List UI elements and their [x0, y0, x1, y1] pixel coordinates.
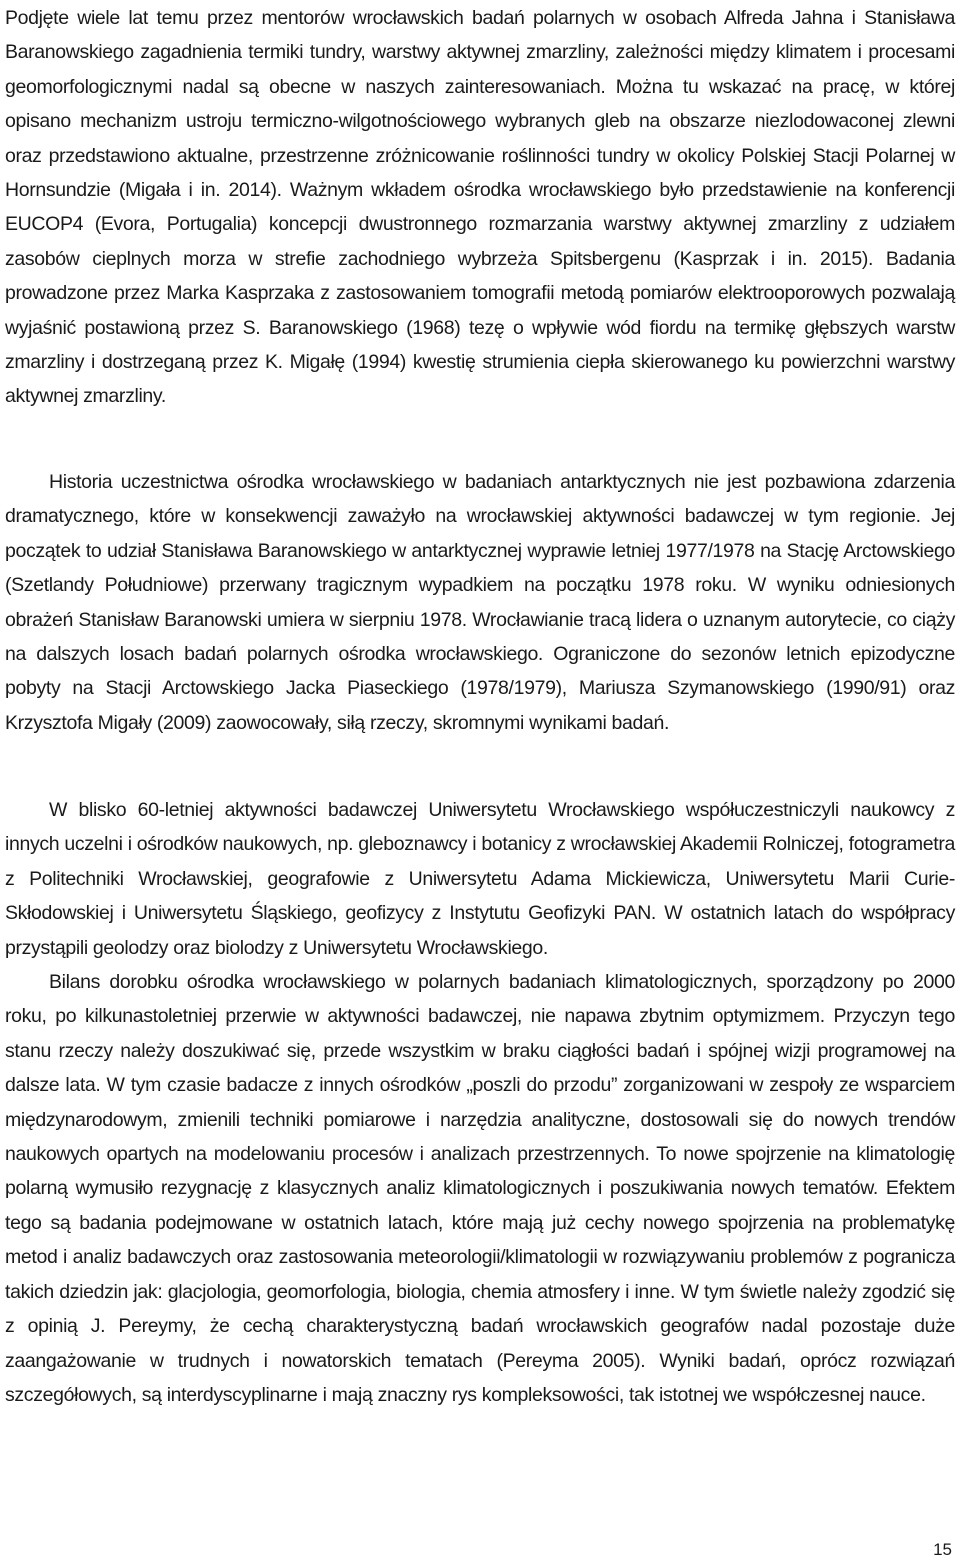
paragraph-3: W blisko 60-letniej aktywności badawczej Uniwersytetu Wrocławskiego współuczestniczyli naukowcy z innych uczelni i ośrodków naukowych, np. gleboznawcy i botanicy z wrocławskiej Akademii Rolniczej, fotogrametra z Politechniki Wrocławskiej, geografowie z Uniwersytetu Adama Mickiewicza, Uniwersytetu Marii Curie-Skłodowskiej i Uniwersytetu Śląskiego, geofizycy z Instytutu Geofizyki PAN. W ostatnich latach do współpracy przystąpili geolodzy oraz biolodzy z Uniwersytetu Wrocławskiego. — [5, 799, 955, 959]
page-number: 15 — [933, 1540, 952, 1559]
paragraph-2: Historia uczestnictwa ośrodka wrocławskiego w badaniach antarktycznych nie jest pozbawiona zdarzenia dramatycznego, które w konsekwencji zaważyło na wrocławskiej aktywności badawczej w tym regionie. Jej początek to udział Stanisława Baranowskiego w antarktycznej wyprawie letniej 1977/1978 na Stację Arctowskiego (Szetlandy Południowe) przerwany tragicznym wypadkiem na początku 1978 roku. W wyniku odniesionych obrażeń Stanisław Baranowski umiera w sierpniu 1978. Wrocławianie tracą lidera o uznanym autorytecie, co ciąży na dalszych losach badań polarnych ośrodka wrocławskiego. Ograniczone do sezonów letnich epizodyczne pobyty na Stacji Arctowskiego Jacka Piaseckiego (1978/1979), Mariusza Szymanowskiego (1990/91) oraz Krzysztofa Migały (2009) zaowocowały, siłą rzeczy, skromnymi wynikami badań. — [5, 471, 955, 734]
text-block-2 — [5, 465, 955, 740]
text-block-1 — [5, 1, 955, 414]
text-block-3 — [5, 793, 955, 1412]
paragraph-1: Podjęte wiele lat temu przez mentorów wrocławskich badań polarnych w osobach Alfreda Jahna i Stanisława Baranowskiego zagadnienia termiki tundry, warstwy aktywnej zmarzliny, zależności między klimatem i procesami geomorfologicznymi nadal są obecne w naszych zainteresowaniach. Można tu wskazać na pracę, w której opisano mechanizm ustroju termiczno-wilgotnościowego wybranych gleb na obszarze niezlodowaconej zlewni oraz przedstawiono aktualne, przestrzenne zróżnicowanie roślinności tundry w okolicy Polskiej Stacji Polarnej w Hornsundzie (Migała i in. 2014). Ważnym wkładem ośrodka wrocławskiego było przedstawienie na konferencji EUCOP4 (Evora, Portugalia) koncepcji dwustronnego rozmarzania warstwy aktywnej zmarzliny z udziałem zasobów cieplnych morza w strefie zachodniego wybrzeża Spitsbergenu (Kasprzak i in. 2015). Badania prowadzone przez Marka Kasprzaka z zastosowaniem tomografii metodą pomiarów elektrooporowych pozwalają wyjaśnić postawioną przez S. Baranowskiego (1968) tezę o wpływie wód fiordu na termikę głębszych warstw zmarzliny i dostrzeganą przez K. Migałę (1994) kwestię strumienia ciepła skierowanego ku powierzchni warstwy aktywnej zmarzliny. — [5, 7, 955, 408]
paragraph-4: Bilans dorobku ośrodka wrocławskiego w polarnych badaniach klimatologicznych, sporządzony po 2000 roku, po kilkunastoletniej przerwie w aktywności badawczej, nie napawa zbytnim optymizmem. Przyczyn tego stanu rzeczy należy doszukiwać się, przede wszystkim w braku ciągłości badań i spójnej wizji programowej na dalsze lata. W tym czasie badacze z innych ośrodków „poszli do przodu” zorganizowani w zespoły ze wsparciem międzynarodowym, zmienili techniki pomiarowe i narzędzia analityczne, dostosowali się do nowych trendów naukowych opartych na modelowaniu procesów i analizach przestrzennych. To nowe spojrzenie na klimatologię polarną wymusiło rezygnację z klasycznych analiz klimatologicznych i poszukiwania nowych tematów. Efektem tego są badania podejmowane w ostatnich latach, które mają już cechy nowego spojrzenia na problematykę metod i analiz badawczych oraz zastosowania meteorologii/klimatologii w rozwiązywaniu problemów z pogranicza takich dziedzin jak: glacjologia, geomorfologia, biologia, chemia atmosfery i inne. W tym świetle należy zgodzić się z opinią J. Pereymy, że cechą charakterystyczną badań wrocławskich geografów nadal pozostaje duże zaangażowanie w trudnych i nowatorskich tematach (Pereyma 2005). Wyniki badań, oprócz rozwiązań szczegółowych, są interdyscyplinarne i mają znaczny rys kompleksowości, tak istotnej we współczesnej nauce. — [5, 971, 955, 1406]
